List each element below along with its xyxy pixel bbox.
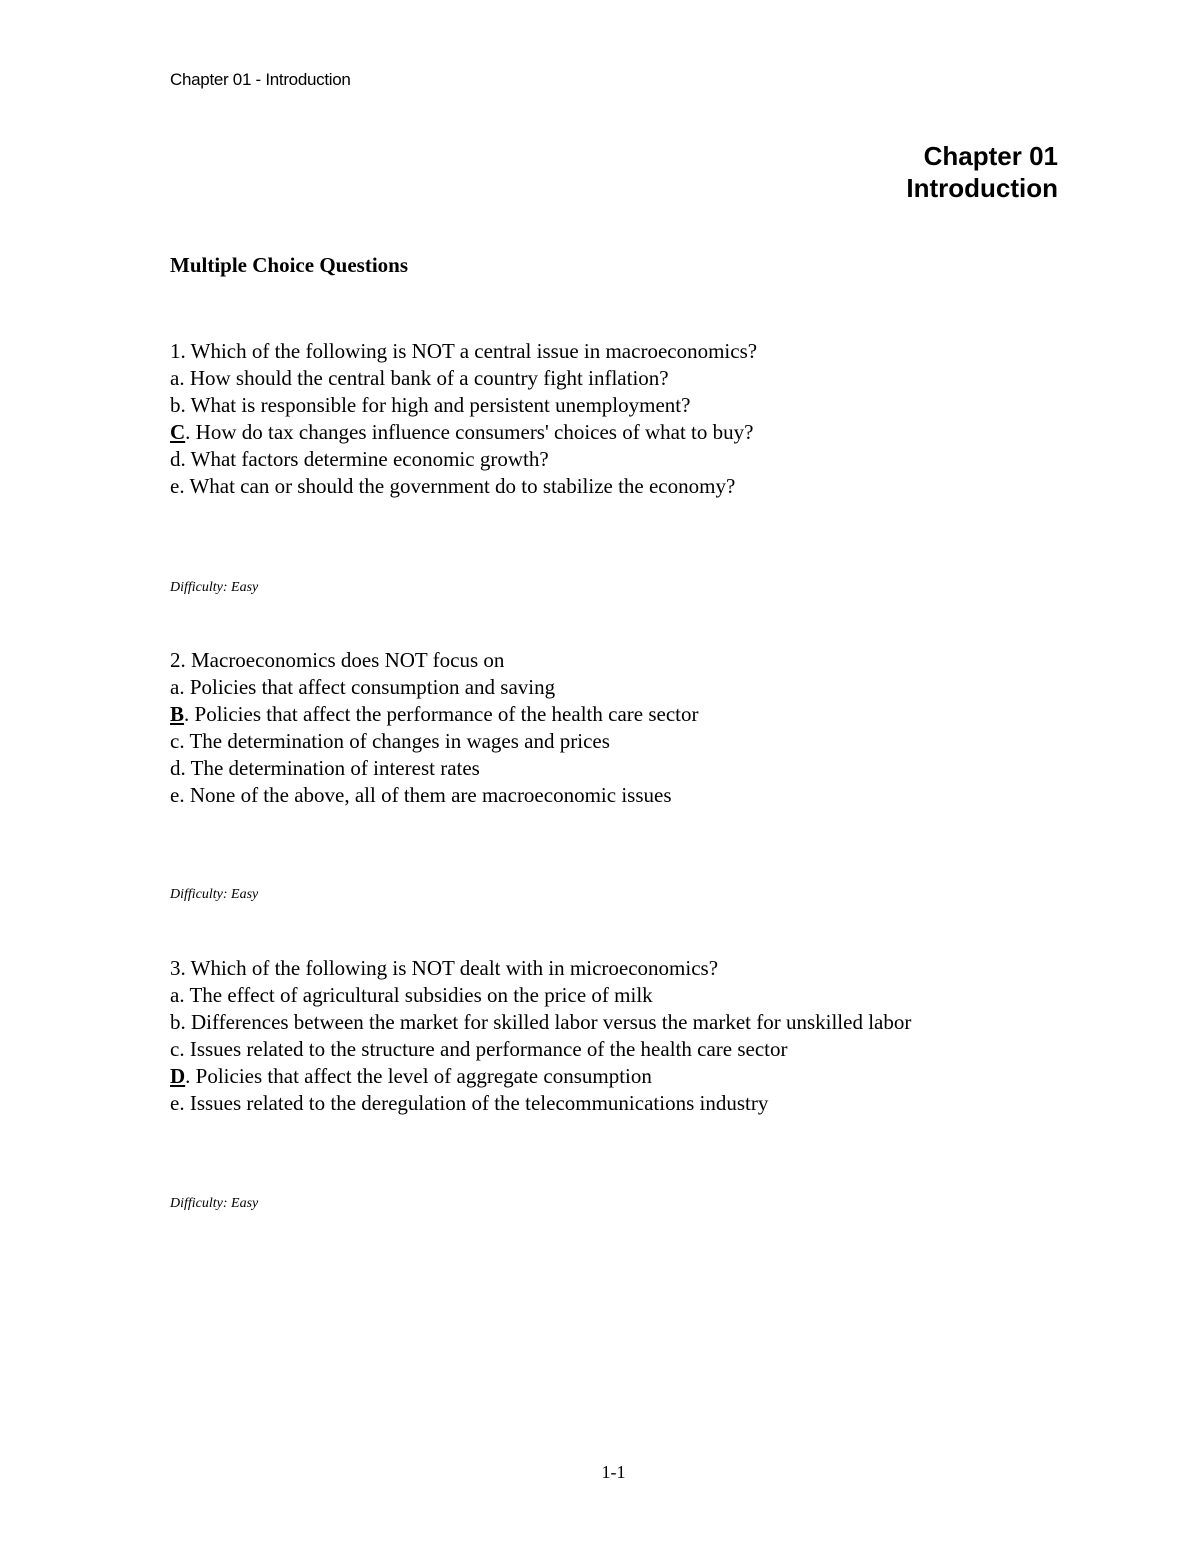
option-letter: b — [170, 1010, 181, 1034]
option-text: . None of the above, all of them are macroeconomic issues — [179, 783, 672, 807]
answer-option — [170, 446, 757, 473]
question-stem: 1. Which of the following is NOT a central issue in macroeconomics? — [170, 339, 758, 363]
option-text: . The effect of agricultural subsidies on the price of milk — [179, 983, 653, 1007]
question-1 — [170, 338, 757, 500]
option-letter: e — [170, 474, 180, 498]
option-letter: c — [170, 1037, 180, 1061]
chapter-title: Introduction — [906, 173, 1058, 203]
correct-option-letter: B — [170, 702, 185, 726]
answer-option — [170, 473, 757, 500]
option-text: . The determination of interest rates — [180, 756, 480, 780]
correct-answer-option — [170, 1063, 911, 1090]
option-text: . What can or should the government do to stabilize the economy? — [179, 474, 736, 498]
section-title: Multiple Choice Questions — [170, 253, 409, 277]
answer-option — [170, 982, 911, 1009]
answer-option — [170, 782, 698, 809]
answer-option — [170, 1090, 911, 1117]
answer-option — [170, 1009, 911, 1036]
option-text: . How should the central bank of a country fight inflation? — [179, 366, 669, 390]
option-text: . Differences between the market for skilled labor versus the market for unskilled labor — [180, 1010, 912, 1034]
option-text: . The determination of changes in wages and prices — [179, 729, 610, 753]
question-stem: 2. Macroeconomics does NOT focus on — [170, 648, 505, 672]
answer-option — [170, 365, 757, 392]
correct-option-letter: D — [170, 1064, 186, 1088]
option-text: . Issues related to the structure and performance of the health care sector — [179, 1037, 788, 1061]
correct-option-letter: C — [170, 420, 186, 444]
option-letter: d — [170, 756, 181, 780]
option-text: . Policies that affect consumption and saving — [179, 675, 556, 699]
question-2 — [170, 647, 698, 809]
difficulty-label: Difficulty: Easy — [170, 1196, 259, 1211]
correct-answer-option — [170, 419, 757, 446]
answer-option — [170, 392, 757, 419]
chapter-number: Chapter 01 — [923, 141, 1058, 171]
correct-answer-option — [170, 701, 698, 728]
answer-option — [170, 1036, 911, 1063]
question-stem: 3. Which of the following is NOT dealt with in microeconomics? — [170, 956, 719, 980]
option-letter: a — [170, 675, 180, 699]
answer-option — [170, 728, 698, 755]
option-text: . How do tax changes influence consumers' choices of what to buy? — [185, 420, 754, 444]
difficulty-label: Difficulty: Easy — [170, 580, 259, 595]
answer-option — [170, 674, 698, 701]
question-3 — [170, 955, 911, 1117]
option-text: . Issues related to the deregulation of the telecommunications industry — [179, 1091, 769, 1115]
option-text: . Policies that affect the performance of the health care sector — [184, 702, 699, 726]
option-text: . What is responsible for high and persistent unemployment? — [180, 393, 691, 417]
difficulty-label: Difficulty: Easy — [170, 887, 259, 902]
option-letter: a — [170, 983, 180, 1007]
option-text: . Policies that affect the level of aggregate consumption — [185, 1064, 652, 1088]
option-letter: c — [170, 729, 180, 753]
option-letter: e — [170, 783, 180, 807]
option-letter: a — [170, 366, 180, 390]
chapter-heading — [906, 140, 1058, 204]
option-letter: d — [170, 447, 181, 471]
running-header: Chapter 01 - Introduction — [170, 70, 351, 89]
answer-option — [170, 755, 698, 782]
option-letter: e — [170, 1091, 180, 1115]
page-number: 1-1 — [601, 1462, 626, 1482]
option-text: . What factors determine economic growth? — [180, 447, 549, 471]
option-letter: b — [170, 393, 181, 417]
